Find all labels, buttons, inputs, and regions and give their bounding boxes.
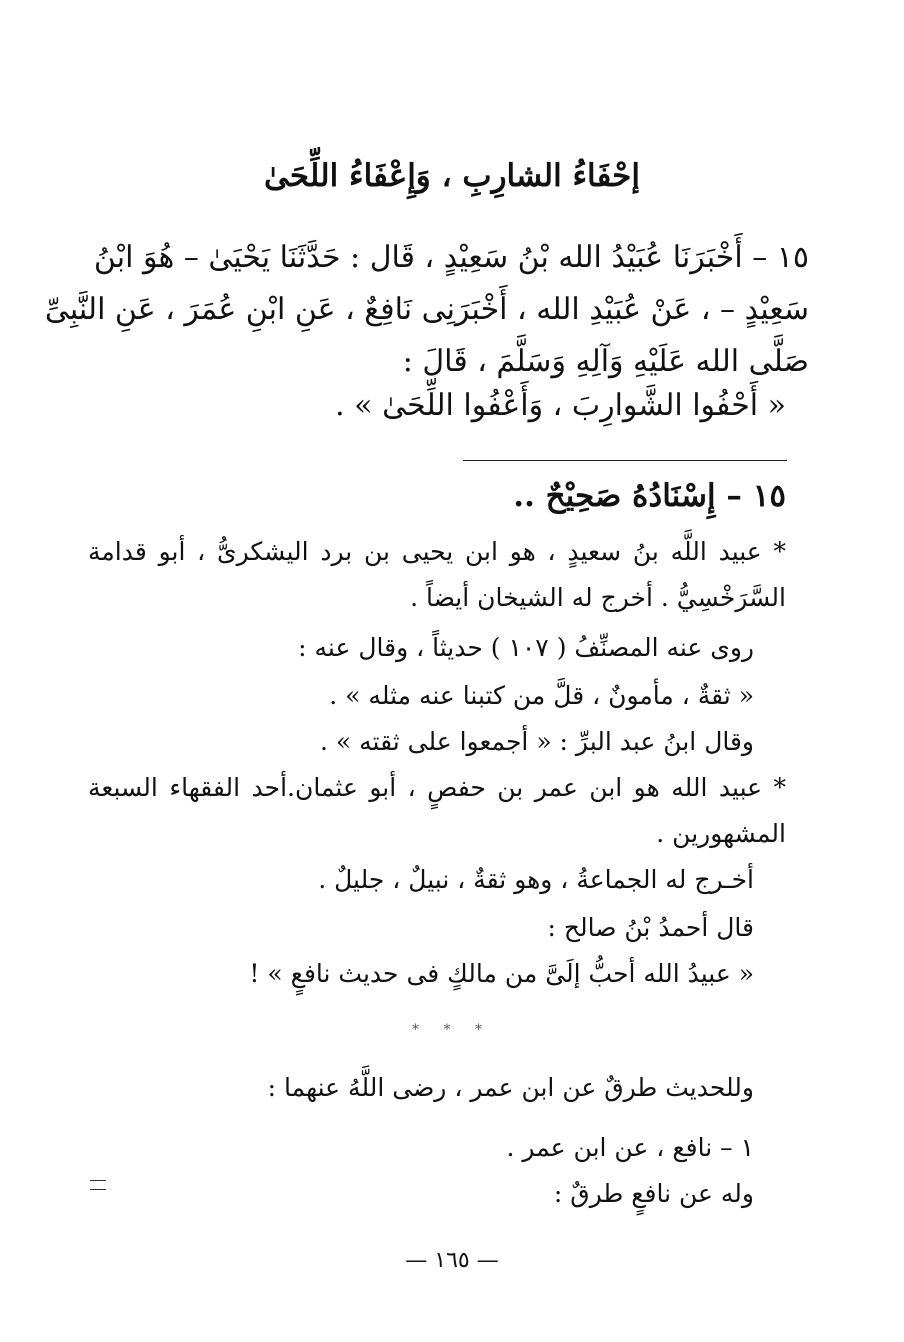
hadith-line-1: ١٥ – أَخْبَرَنَا عُبَيْدُ الله بْنُ سَعِيْدٍ ، قَال : حَدَّثَنَا يَحْيَىٰ – هُوَ ابْنُ	[93, 240, 809, 275]
chapter-title: إحْفَاءُ الشارِبِ ، وَإِعْفَاءُ اللِّحَىٰ	[264, 158, 640, 194]
commentary-line: السَّرَخْسِيُّ . أخرج له الشيخان أيضاً .	[410, 583, 786, 612]
hadith-line-2: سَعِيْدٍ – ، عَنْ عُبَيْدِ الله ، أَخْبَرَنِى نَافِعٌ ، عَنِ ابْنِ عُمَرَ ، عَنِ النَّبِىِّ	[44, 292, 809, 327]
path-item: ١ – نافع ، عن ابن عمر .	[506, 1133, 754, 1162]
commentary-line: « عبيدُ الله أحبُّ إلَىَّ من مالكٍ فى حديث نافعٍ » !	[249, 959, 754, 988]
commentary-line: وقال ابنُ عبد البرِّ : « أجمعوا على ثقته » .	[319, 727, 754, 756]
commentary-line: « ثقةٌ ، مأمونٌ ، قلَّ من كتبنا عنه مثله » .	[329, 681, 754, 710]
commentary-line: * عبيد الله هو ابن عمر بن حفصٍ ، أبو عثمان.أحد الفقهاء السبعة	[88, 773, 786, 802]
paths-intro: وللحديث طرقٌ عن ابن عمر ، رضى اللَّهُ عنهما :	[267, 1073, 754, 1102]
hadith-line-4: « أَحْفُوا الشَّوارِبَ ، وَأَعْفُوا اللِّحَىٰ » .	[335, 388, 786, 423]
commentary-line: روى عنه المصنِّفُ ( ١٠٧ ) حديثاً ، وقال عنه :	[298, 633, 754, 662]
commentary-line: أخـرج له الجماعةُ ، وهو ثقةٌ ، نبيلٌ ، جليلٌ .	[318, 865, 754, 894]
commentary-line: المشهورين .	[656, 819, 786, 848]
commentary-line: * عبيد اللَّه بنُ سعيدٍ ، هو ابن يحيى بن برد اليشكرىُّ ، أبو قدامة	[88, 537, 786, 566]
continuation-mark	[90, 1180, 106, 1190]
page-number: — ١٦٥ —	[405, 1248, 499, 1273]
section-separator: * * *	[412, 1022, 492, 1038]
commentary-heading: ١٥ – إِسْنَادُهُ صَحِيْحٌ ..	[513, 478, 786, 514]
hadith-line-3: صَلَّى الله عَلَيْهِ وَآلِهِ وَسَلَّمَ ، قَالَ :	[402, 344, 809, 379]
commentary-line: قال أحمدُ بْنُ صالح :	[547, 913, 754, 942]
footnote-divider	[463, 460, 787, 461]
path-subintro: وله عن نافعٍ طرقٌ :	[553, 1179, 754, 1208]
